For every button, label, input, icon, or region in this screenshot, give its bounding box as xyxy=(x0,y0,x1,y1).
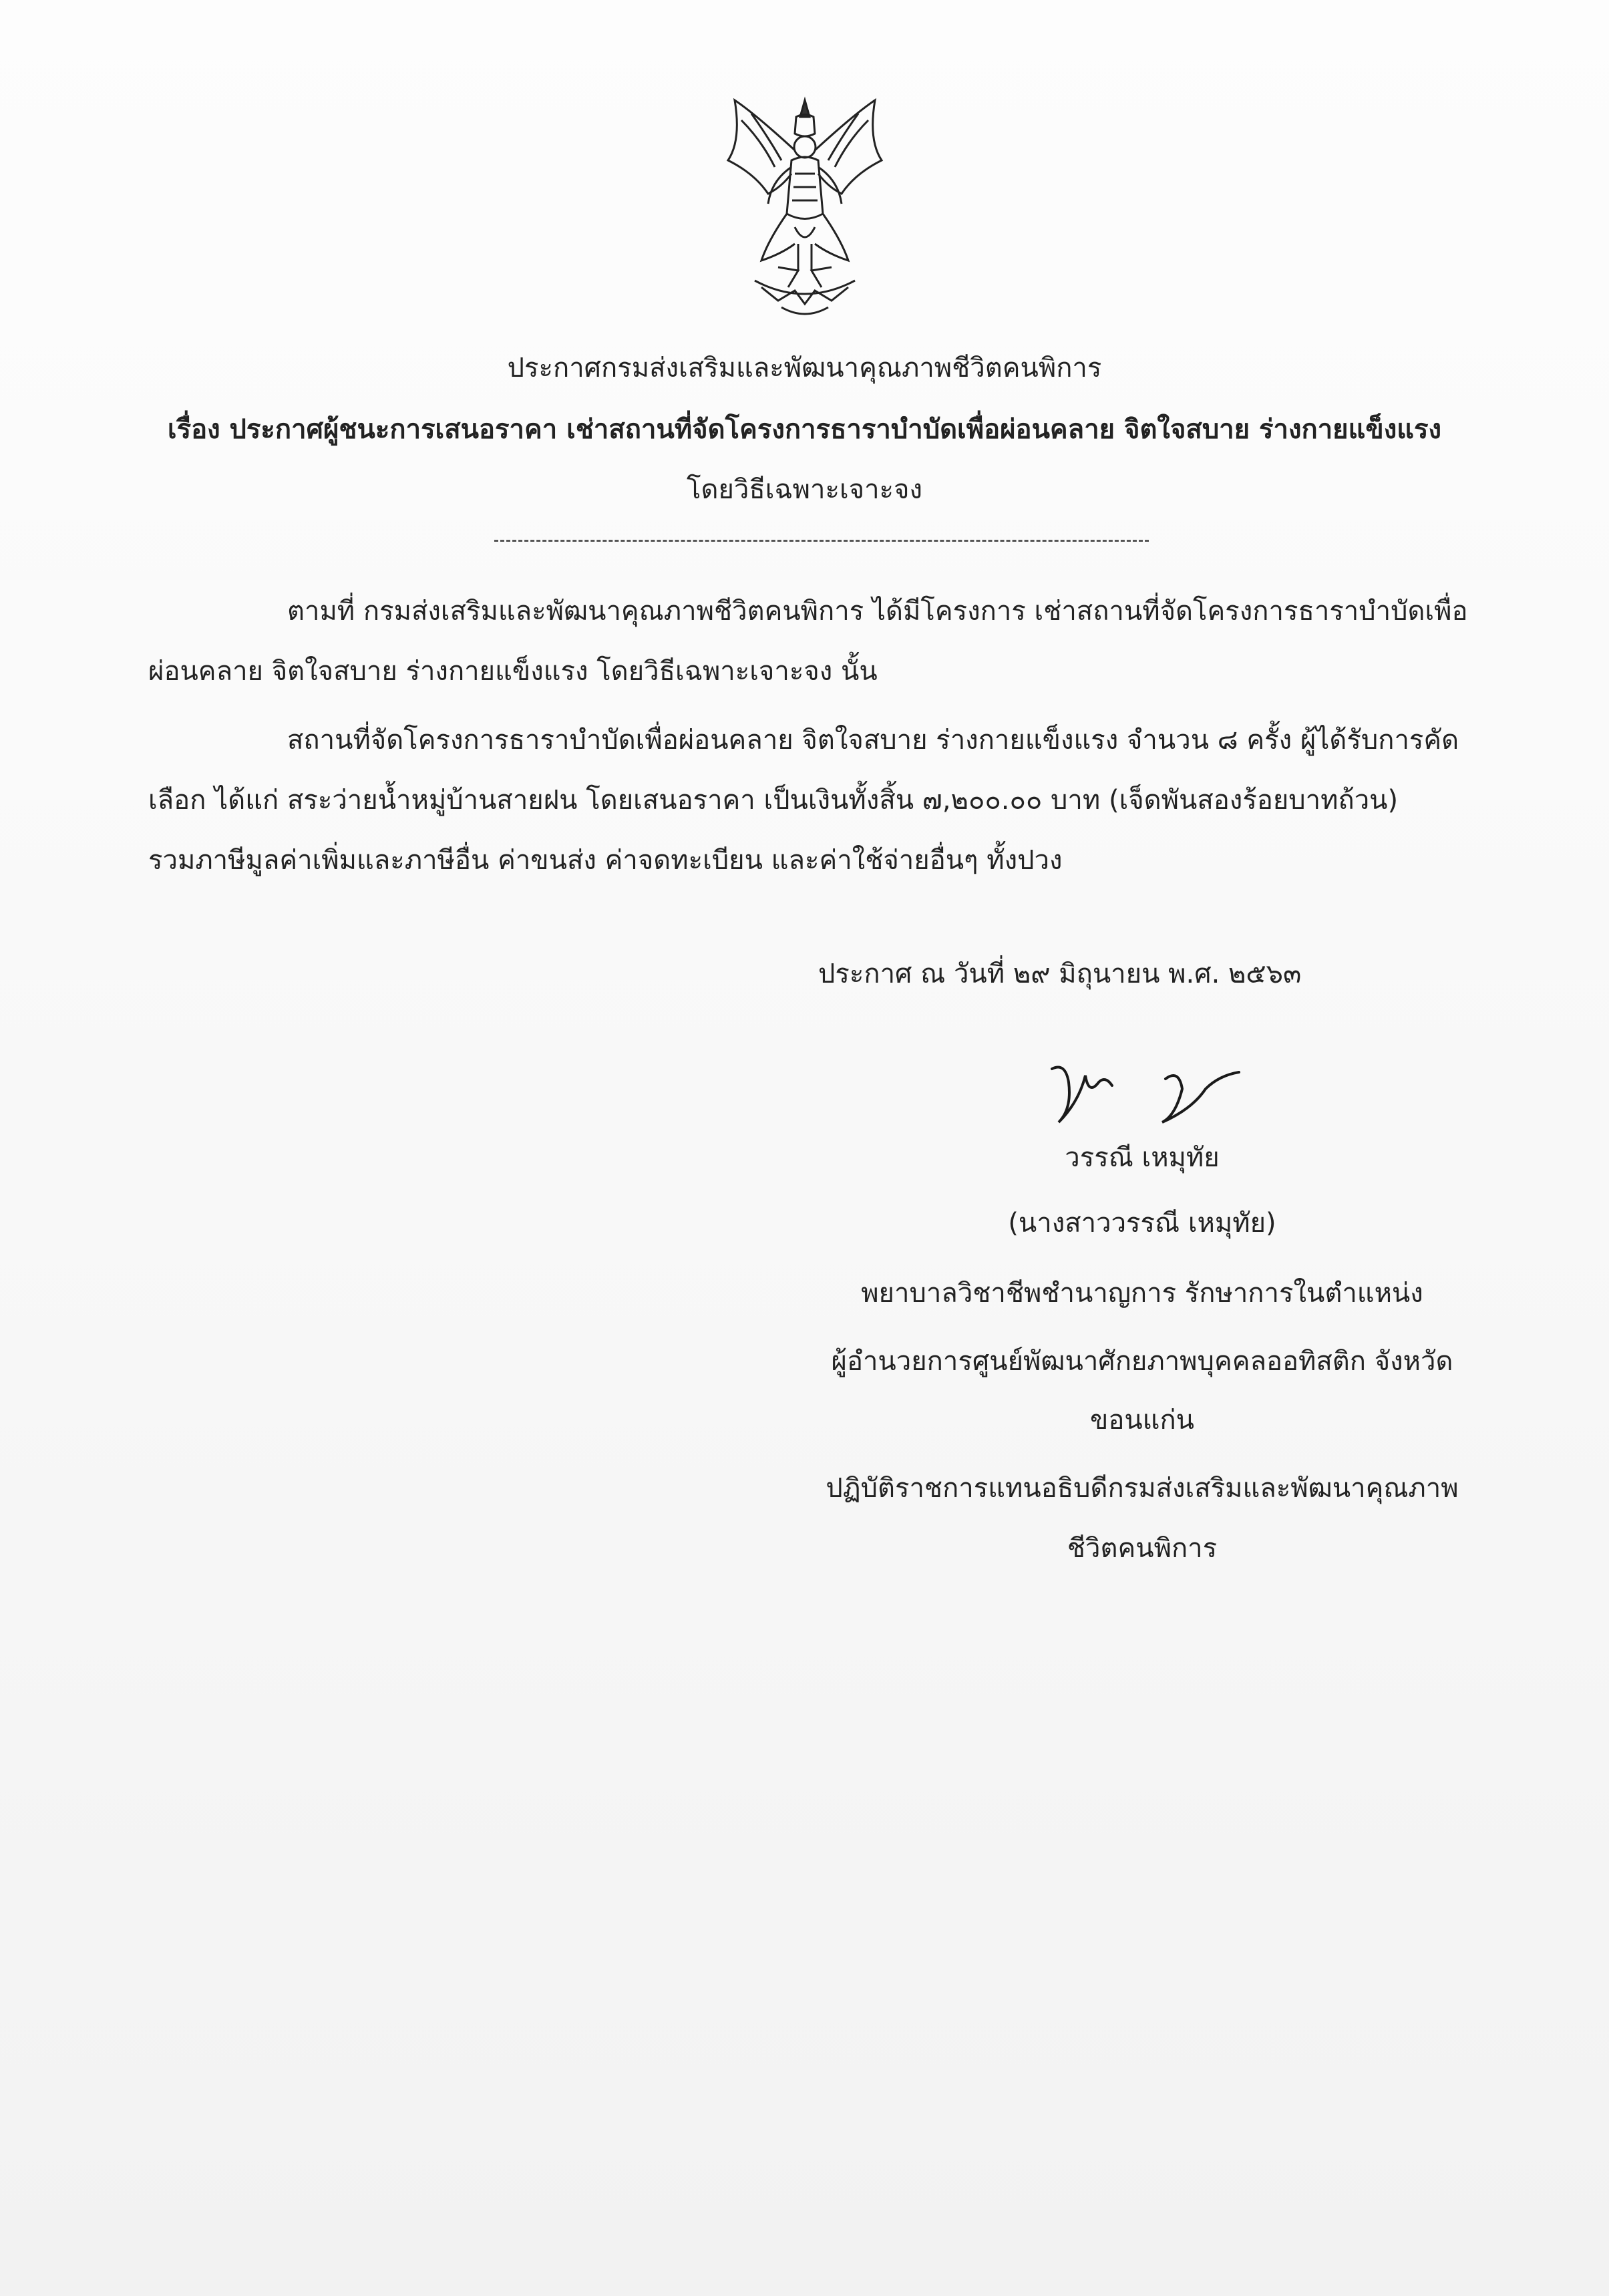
signatory-signed-name: วรรณี เหมุทัย xyxy=(1065,1142,1220,1173)
signatory-position-1: พยาบาลวิชาชีพชำนาญการ รักษาการในตำแหน่ง xyxy=(861,1278,1423,1309)
garuda-emblem-icon xyxy=(715,87,895,327)
announcement-subject: เรื่อง ประกาศผู้ชนะการเสนอราคา เช่าสถานที่จัดโครงการธาราบำบัดเพื่อผ่อนคลาย จิตใจสบาย ร่างกายแข็งแรง xyxy=(167,414,1442,445)
paragraph-1-line-1: ตามที่ กรมส่งเสริมและพัฒนาคุณภาพชีวิตคนพิการ ได้มีโครงการ เช่าสถานที่จัดโครงการธาราบำบัดเพื่อ xyxy=(287,596,1468,627)
paragraph-2-line-2: เลือก ได้แก่ สระว่ายน้ำหมู่บ้านสายฝน โดยเสนอราคา เป็นเงินทั้งสิ้น ๗,๒๐๐.๐๐ บาท (เจ็ดพันสองร้อยบาทถ้วน) xyxy=(148,785,1399,816)
announcement-date: ประกาศ ณ วันที่ ๒๙ มิถุนายน พ.ศ. ๒๕๖๓ xyxy=(818,959,1302,989)
signatory-position-5: ชีวิตคนพิการ xyxy=(1067,1533,1218,1564)
signatory-position-3: ขอนแก่น xyxy=(1089,1405,1195,1436)
announcement-title: ประกาศกรมส่งเสริมและพัฒนาคุณภาพชีวิตคนพิการ xyxy=(507,353,1102,383)
announcement-method: โดยวิธีเฉพาะเจาะจง xyxy=(686,474,923,505)
paragraph-2-line-3: รวมภาษีมูลค่าเพิ่มและภาษีอื่น ค่าขนส่ง ค่าจดทะเบียน และค่าใช้จ่ายอื่นๆ ทั้งปวง xyxy=(148,845,1063,876)
paragraph-2-line-1: สถานที่จัดโครงการธาราบำบัดเพื่อผ่อนคลาย จิตใจสบาย ร่างกายแข็งแรง จำนวน ๘ ครั้ง ผู้ได้รับการคัด xyxy=(287,725,1459,756)
signatory-position-4: ปฏิบัติราชการแทนอธิบดีกรมส่งเสริมและพัฒนาคุณภาพ xyxy=(826,1473,1459,1504)
handwritten-signature xyxy=(1039,1049,1252,1136)
header-divider xyxy=(494,540,1149,542)
signatory-full-name: (นางสาววรรณี เหมุทัย) xyxy=(1008,1208,1276,1239)
paragraph-1-line-2: ผ่อนคลาย จิตใจสบาย ร่างกายแข็งแรง โดยวิธีเฉพาะเจาะจง นั้น xyxy=(148,656,878,687)
signatory-position-2: ผู้อำนวยการศูนย์พัฒนาศักยภาพบุคคลออทิสติก จังหวัด xyxy=(831,1346,1453,1377)
